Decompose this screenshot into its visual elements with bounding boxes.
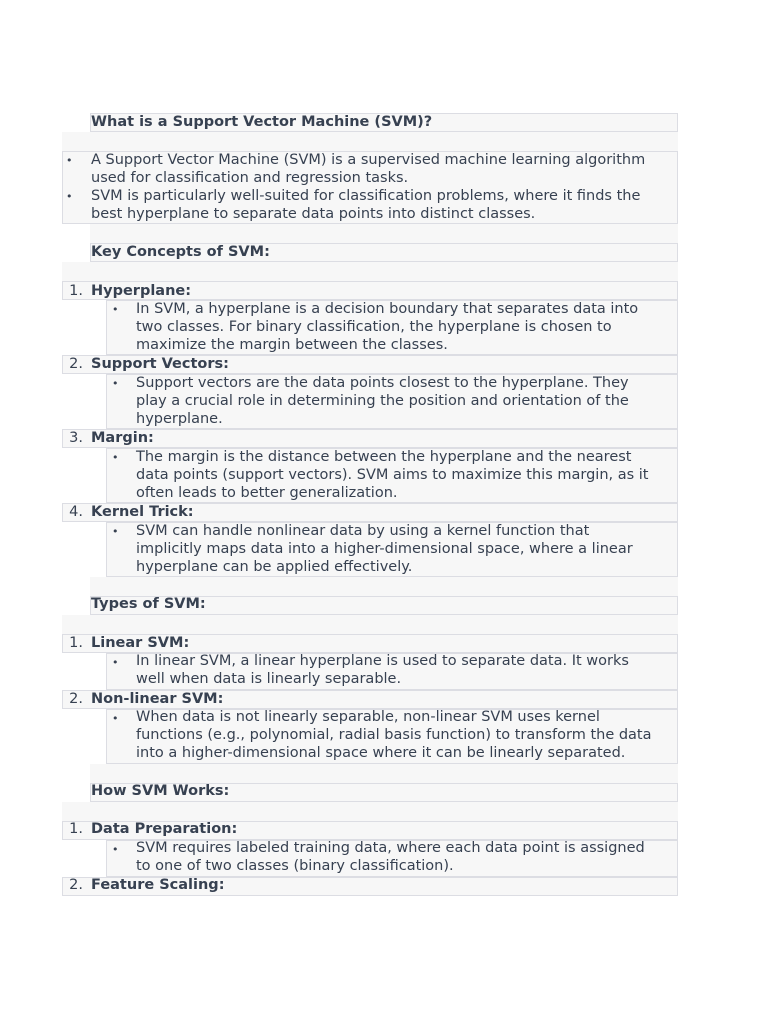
bullet-line: SVM requires labeled training data, where each data point is assigned bbox=[136, 840, 645, 856]
bullet-line: The margin is the distance between the hyperplane and the nearest bbox=[136, 449, 632, 465]
bullet-line: well when data is linearly separable. bbox=[136, 671, 402, 687]
list-item-box bbox=[62, 429, 678, 448]
section-heading-how: How SVM Works: bbox=[91, 783, 230, 799]
bullet-line: hyperplane. bbox=[136, 411, 223, 427]
list-item-title: Kernel Trick: bbox=[91, 504, 194, 520]
bullet-line: implicitly maps data into a higher-dimensional space, where a linear bbox=[136, 541, 633, 557]
section-heading-what: What is a Support Vector Machine (SVM)? bbox=[91, 114, 433, 130]
list-item-title: Non-linear SVM: bbox=[91, 691, 224, 707]
spacer bbox=[62, 615, 678, 634]
bullet-icon: • bbox=[112, 377, 119, 390]
list-number: 1. bbox=[69, 635, 83, 651]
bullet-icon: • bbox=[66, 154, 73, 167]
bullet-icon: • bbox=[112, 712, 119, 725]
bullet-line: When data is not linearly separable, non-linear SVM uses kernel bbox=[136, 709, 600, 725]
bullet-line: used for classification and regression tasks. bbox=[91, 170, 409, 186]
bullet-line: to one of two classes (binary classification). bbox=[136, 858, 454, 874]
list-item-title: Margin: bbox=[91, 430, 154, 446]
spacer bbox=[90, 577, 678, 596]
bullet-line: SVM can handle nonlinear data by using a kernel function that bbox=[136, 523, 590, 539]
list-item-title: Support Vectors: bbox=[91, 356, 229, 372]
list-number: 2. bbox=[69, 877, 83, 893]
bullet-icon: • bbox=[112, 303, 119, 316]
bullet-line: two classes. For binary classification, the hyperplane is chosen to bbox=[136, 319, 612, 335]
section-heading-key-concepts: Key Concepts of SVM: bbox=[91, 244, 270, 260]
bullet-icon: • bbox=[112, 843, 119, 856]
list-item-title: Data Preparation: bbox=[91, 821, 238, 837]
bullet-line: play a crucial role in determining the position and orientation of the bbox=[136, 393, 629, 409]
bullet-icon: • bbox=[66, 190, 73, 203]
bullet-line: functions (e.g., polynomial, radial basis function) to transform the data bbox=[136, 727, 652, 743]
section-heading-types: Types of SVM: bbox=[91, 596, 206, 612]
bullet-line: data points (support vectors). SVM aims to maximize this margin, as it bbox=[136, 467, 649, 483]
bullet-line: In linear SVM, a linear hyperplane is used to separate data. It works bbox=[136, 653, 629, 669]
list-number: 2. bbox=[69, 356, 83, 372]
list-number: 4. bbox=[69, 504, 83, 520]
list-number: 1. bbox=[69, 821, 83, 837]
spacer bbox=[62, 802, 678, 821]
bullet-line: Support vectors are the data points closest to the hyperplane. They bbox=[136, 375, 629, 391]
bullet-line: hyperplane can be applied effectively. bbox=[136, 559, 413, 575]
bullet-line: maximize the margin between the classes. bbox=[136, 337, 448, 353]
bullet-icon: • bbox=[112, 656, 119, 669]
bullet-line: best hyperplane to separate data points into distinct classes. bbox=[91, 206, 536, 222]
spacer bbox=[90, 764, 678, 783]
bullet-line: In SVM, a hyperplane is a decision boundary that separates data into bbox=[136, 301, 639, 317]
list-number: 2. bbox=[69, 691, 83, 707]
bullet-line: into a higher-dimensional space where it can be linearly separated. bbox=[136, 745, 626, 761]
list-number: 1. bbox=[69, 283, 83, 299]
bullet-icon: • bbox=[112, 451, 119, 464]
spacer bbox=[62, 262, 678, 281]
list-item-title: Feature Scaling: bbox=[91, 877, 225, 893]
list-item-title: Linear SVM: bbox=[91, 635, 190, 651]
bullet-line: SVM is particularly well-suited for classification problems, where it finds the bbox=[91, 188, 641, 204]
bullet-icon: • bbox=[112, 525, 119, 538]
list-number: 3. bbox=[69, 430, 83, 446]
spacer bbox=[90, 224, 678, 243]
bullet-line: A Support Vector Machine (SVM) is a supervised machine learning algorithm bbox=[91, 152, 646, 168]
bullet-line: often leads to better generalization. bbox=[136, 485, 398, 501]
spacer bbox=[62, 132, 678, 151]
list-item-title: Hyperplane: bbox=[91, 283, 192, 299]
